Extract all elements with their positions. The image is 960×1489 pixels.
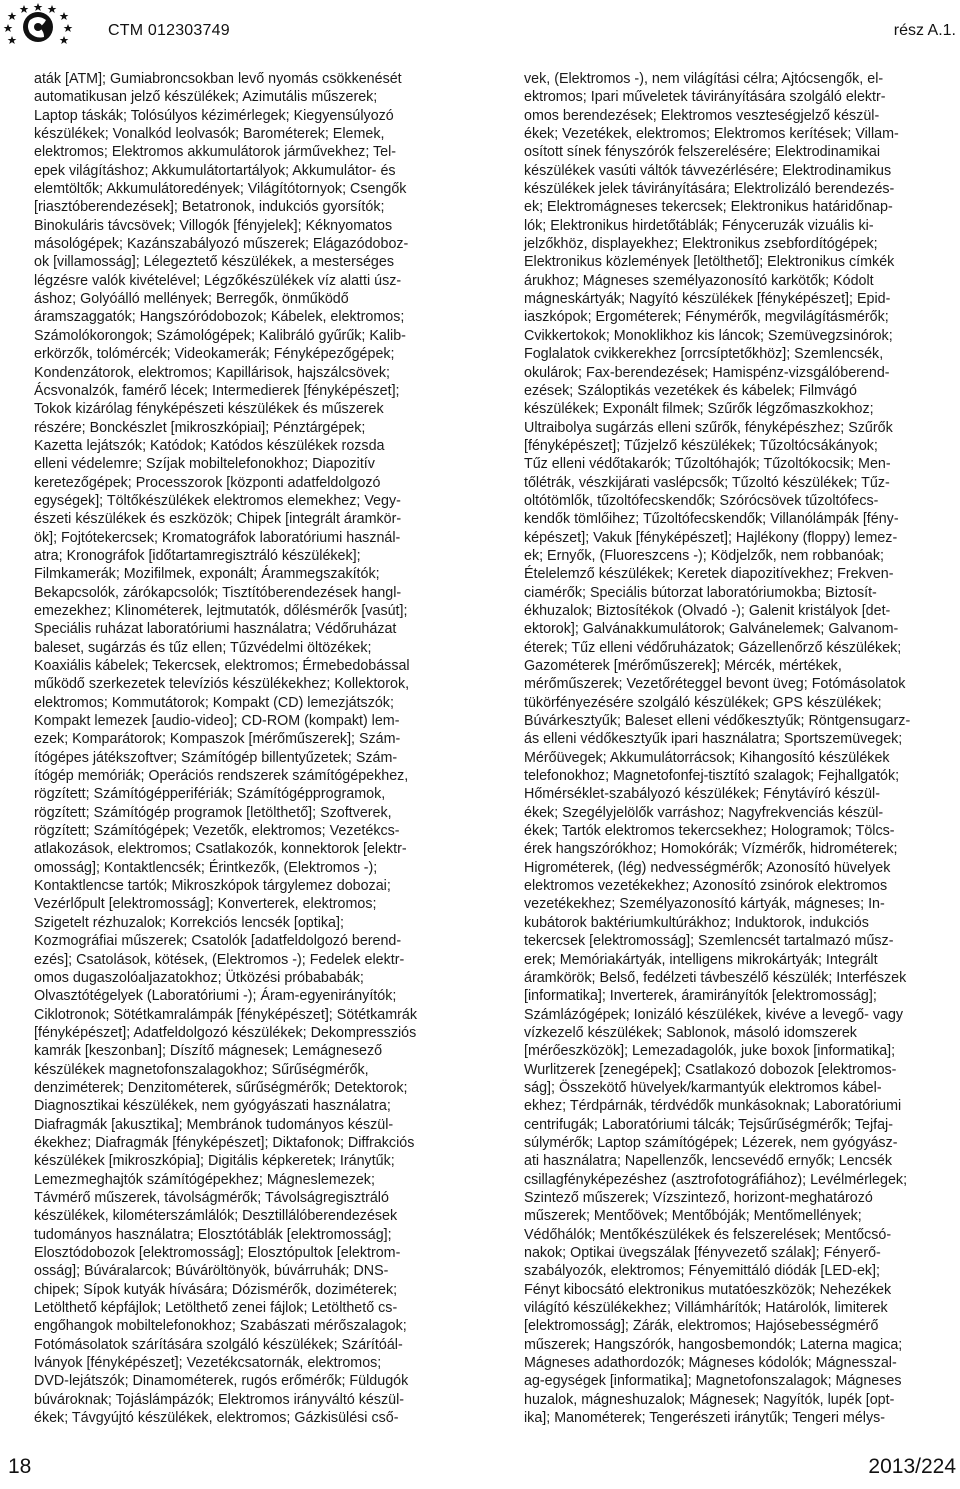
text-line: ek; Ernyők, (Fluoreszcens -); Ködjelzők, nem robbanóak; [524,547,884,564]
text-line: okulárok; Fax-berendezések; Hamispénz-vizsgálóberend- [524,364,890,381]
text-line: [fényképészet]; Adatfeldolgozó készülékek; Dekompressziós [34,1024,417,1041]
text-line: Letölthető képfájlok; Letölthető zenei fájlok; Letölthető cs- [34,1300,398,1317]
text-line: Hőmérséklet-szabályozó készülékek; Fénytávíró készül- [524,786,880,803]
text-line: ékhuzalok; Biztosítékok (Olvadó -); Galenit kristályok [det- [524,602,891,619]
text-line: [elektromosság]; Zárák, elektromos; Hajósebességmérő [524,1318,879,1335]
text-line: készülékek; Exponált filmek; Szűrők légzőmaszkokhoz; [524,401,874,418]
text-line: omos dugaszolóaljazatokhoz; Ütközési próbababák; [34,969,364,986]
text-line: Laptop táskák; Tolósúlyos kézimérlegek; Kiegyensúlyozó [34,107,394,124]
text-line: ékek; Szegélyjelölők varráshoz; Nagyfrekvenciás készül- [524,804,884,821]
text-line: Számlázógépek; Ionizáló készülékek, kivéve a levegő- vagy [524,1006,904,1023]
text-line: kamrák [keszonban]; Díszítő mágnesek; Lemágnesező [34,1043,383,1060]
text-line: [riasztóberendezések]; Betatronok, indukciós gyorsítók; [34,199,385,216]
text-line: ektorok]; Galvánakkumulátorok; Galvánelemek; Galvanom- [524,621,899,638]
text-line: vezetékekhez; Személyazonosító kártyák, mágneses; In- [524,896,885,913]
text-line: jelzőkhöz, displayekhez; Elektronikus zsebfordítógépek; [524,236,878,253]
text-line: egységek]; Töltőkészülékek elektromos elemekhez; Vegy- [34,492,401,509]
text-line: Diafragmák [akusztika]; Membránok tudományos készül- [34,1116,394,1133]
text-line: áramszaggatók; Hangszóródobozok; Kábelek, elektromos; [34,309,405,326]
text-line: iaszkópok; Ergométerek; Fénymérők, megvilágításmérők; [524,309,889,326]
text-line: részére; Bonckészlet [mikroszkópiai]; Pénztárgépek; [34,419,366,436]
text-line: Higrométerek, (lég) nedvességmérők; Azonosító hüvelyek [524,859,891,876]
text-line: atra; Kronográfok [időtartamregisztráló készülékek]; [34,547,361,564]
text-line: Ételelemző készülékek; Keretek diapozitívekhez; Frekven- [524,566,894,583]
text-line: engőhangok mobiltelefonokhoz; Szabászati mérőszalagok; [34,1318,407,1335]
text-line: telefonokhoz; Magnetofonfej-tisztító szalagok; Fejhallgatók; [524,768,900,785]
text-line: észeti készülékek és eszközök; Chipek [integrált áramkör- [34,511,402,528]
text-line: Wurlitzerek [zenegépek]; Csatlakozó dobozok [elektromos- [524,1061,897,1078]
text-line: tükörfényezésére szolgáló készülékek; GPS készülékek; [524,694,882,711]
text-line: légzésre valók kivételével; Légzőkészülékek víz alatti úsz- [34,272,402,289]
text-line: Vezérlőpult [elektromosság]; Konverterek, elektromos; [34,896,377,913]
text-line: búvároknak; Tojáslámpázók; Elektromos irányváltó készül- [34,1391,405,1408]
text-line: elemtöltők; Akkumulátoredények; Világítótornyok; Csengők [34,181,407,198]
text-line: csillagfényképezéshez (asztrofotográfiához); Levélmérlegek; [524,1171,908,1188]
text-line: Diagnosztikai készülékek, nem gyógyászati használatra; [34,1098,391,1115]
text-line: Ciklotronok; Sötétkamralámpák [fényképészet]; Sötétkamrák [34,1006,418,1023]
document-id: CTM 012303749 [108,22,230,39]
text-line: áshoz; Golyóálló mellények; Berregők, önműködő [34,291,349,308]
text-line: Búvárkesztyűk; Baleset elleni védőkesztyűk; Röntgensugarz- [524,713,911,730]
text-line: mérőműszerek; Vezetőréteggel bevont üveg; Fotómásolatok [524,676,906,693]
text-line: ika]; Manométerek; Tengerészeti iránytűk; Tengeri mélys- [524,1410,886,1427]
text-line: Foglalatok cvikkerekhez [orrcsíptetőkhöz]; Szemlencsék, [524,346,884,363]
text-line: műszerek; Mentőövek; Mentőbóják; Mentőmellények; [524,1208,862,1225]
text-line: ektromos; Ipari műveletek távirányítására szolgáló elektr- [524,89,886,106]
text-line: keretezőgépek; Processzorok [központi adatfeldolgozó [34,474,381,491]
text-line: ek; Elektromágneses tekercsek; Elektronikus határidőnap- [524,199,893,216]
text-line: baleset, sugárzás és tűz ellen; Tűzvédelmi öltözékek; [34,639,372,656]
text-line: Elosztódobozok [elektromosság]; Elosztópultok [elektrom- [34,1245,401,1261]
text-line: emezekhez; Klinométerek, lejtmutatók, dőlésmérők [vasút]; [34,602,408,619]
text-line: másológépek; Kazánszabályozó műszerek; Elágazódoboz- [34,236,409,253]
text-line: Olvasztótégelyek (Laboratóriumi -); Áram-egyenirányítók; [34,988,397,1005]
text-line: tudományos használatra; Elosztótáblák [elektromosság]; [34,1226,392,1243]
text-line: elektromos; Kommutátorok; Kompakt (CD) lemezjátszók; [34,694,394,711]
text-line: érek hangszórókhoz; Homokórák; Vízmérők, hidrométerek; [524,841,898,858]
text-line: műszerek; Hangszórók, hangosbemondók; Laterna magica; [524,1336,903,1353]
text-line: Kazetta lejátszók; Katódok; Katódos készülékek rozsda [34,437,385,454]
text-line: lók; Elektronikus hirdetőtáblák; Fényceruzák vizuális ki- [524,217,874,234]
text-line: áramkörök; Belső, fedélzeti távbeszélő készülék; Interfészek [524,969,907,986]
issue-number: 2013/224 [868,1455,956,1478]
text-line: rögzített; Számítógépek; Vezetők, elektromos; Vezetékcs- [34,823,400,840]
text-line: Speciális ruházat laboratóriumi használatra; Védőruházat [34,621,397,638]
text-line: omosság]; Kontaktlencsék; Érintkezők, (Elektromos -); [34,859,378,876]
text-line: Kozmográfiai műszerek; Csatolók [adatfeldolgozó berend- [34,933,402,950]
text-line: ékekhez; Diafragmák [fényképészet]; Diktafonok; Diffrakciós [34,1134,415,1151]
text-line: Bekapcsolók, zárókapcsolók; Tisztítóberendezések hangl- [34,584,402,601]
text-line: Elektronikus közlemények [letölthető]; Elektronikus címkék [524,254,895,271]
text-line: epek világításhoz; Akkumulátortartályok; Akkumulátor- és [34,162,396,179]
text-line: vek, (Elektromos -), nem világítási célra; Ajtócsengők, el- [524,71,884,87]
text-line: készülékek, kilométerszámlálók; Desztillálóberendezések [34,1208,398,1225]
text-line: ság]; Összekötő hüvelyek/karmantyúk elektromos kábel- [524,1079,882,1096]
text-line: világító készülékekhez; Villámhárítók; Határolók, limiterek [524,1300,888,1317]
ohim-logo-icon [2,2,98,50]
text-line: Kontaktlencse tartók; Mikroszkópok tárgylemez dobozai; [34,878,391,895]
text-line: készülékek jelek távirányítására; Elektrolizáló berendezés- [524,181,895,198]
text-line: ékek; Vezetékek, elektromos; Elektromos kerítések; Villam- [524,126,899,143]
text-line: huzalok, mágneshuzalok; Mágnesek; Nagyítók, lupék [opt- [524,1391,895,1408]
text-line: denziméterek; Denzitométerek, sűrűségmérők; Detektorok; [34,1079,408,1096]
text-line: centrifugák; Laboratóriumi tálcák; Tejsűrűségmérők; Tejfaj- [524,1116,893,1133]
text-line: tekercsek [elektromosság]; Szemlencsét tartalmazó műsz- [524,933,894,950]
text-line: Tűz elleni védőtakarók; Tűzoltóhajók; Tűzoltókocsik; Men- [524,456,891,473]
text-line: ag-egységek [informatika]; Magnetofonszalagok; Mágneses [524,1373,902,1390]
text-line: ekhez; Térdpárnák, térdvédők munkásoknak; Laboratóriumi [524,1098,902,1115]
text-line: elektromos vezetékekhez; Azonosító zsinórok elektromos [524,878,888,895]
text-line: Cvikkertokok; Monoklikhoz kis láncok; Szemüvegzsinórok; [524,327,893,344]
text-line: ezek; Komparátorok; Kompaszok [mérőműszerek]; Szám- [34,731,401,748]
text-line: erkörzők, tolómércék; Videokamerák; Fényképezőgépek; [34,346,395,363]
text-line: [informatika]; Inverterek, áramirányítók [elektromosság]; [524,988,877,1005]
text-line: erek; Memóriakártyák, intelligens mikrokártyák; Integrált [524,951,878,968]
text-line: árukhoz; Mágneses személyazonosító karkötők; Kódolt [524,272,874,289]
text-line: ékek; Tartók elektromos tekercsekhez; Hologramok; Tölcs- [524,823,895,840]
text-line: készülékek vasúti váltók távvezérlésére; Elektrodinamikus [524,162,892,179]
text-line: Binokuláris távcsövek; Villogók [fényjelek]; Kéknyomatos [34,217,393,234]
text-line: omos berendezések; Elektromos veszteségjelző készül- [524,107,880,124]
text-line: kendők tömlőihez; Tűzoltófecskendők; Villanólámpák [fény- [524,511,899,528]
text-line: lványok [fényképészet]; Vezetékcsatornák, elektromos; [34,1355,382,1372]
text-line: működő szerkezetek televíziós készülékekhez; Kollektorok, [34,676,410,693]
text-line: Mágneses adathordozók; Mágneses kódolók; Mágnesszal- [524,1355,897,1372]
text-line: oltótömlők, tűzoltófecskendők; Szórócsövek tűzoltófecs- [524,492,879,509]
text-line: Mérőüvegek; Akkumulátorrácsok; Kihangosító készülékek [524,749,890,766]
part-label: rész A.1. [893,22,956,39]
text-line: éterek; Tűz elleni védőruházatok; Gázellenőrző készülékek; [524,639,902,656]
text-line: Ultraibolya sugárzás elleni szűrők, fényképészhez; Szűrők [524,419,893,436]
text-line: Szintező műszerek; Vízszintező, horizont-meghatározó [524,1189,873,1206]
text-line: elleni védelemre; Szíjak mobiltelefonokhoz; Diapozitív [34,456,375,473]
text-line: Kondenzátorok, elektromos; Kapillárisok, hajszálcsövek; [34,364,391,381]
text-line: szabályozók, elektromos; Fényemittáló diódák [LED-ek]; [524,1263,880,1280]
text-line: ök]; Fojtótekercsek; Kromatográfok laboratóriumi használ- [34,529,401,546]
text-line: elektromos; Elektromos akkumulátorok járművekhez; Tel- [34,144,397,161]
text-line: Fényt kibocsátó elektronikus mutatóeszközök; Nehezékek [524,1281,892,1298]
text-line: ítógép memóriák; Operációs rendszerek számítógépekhez, [34,768,409,785]
text-line: Ácsvonalzók, famérő lécek; Intermedierek [fényképészet]; [34,382,400,399]
text-line: súlymérők; Laptop számítógépek; Lézerek, nem gyógyász- [524,1134,898,1151]
text-line: ciamérők; Speciális bútorzat laboratóriumokba; Biztosít- [524,584,877,601]
text-line: Koaxiális kábelek; Tekercsek, elektromos; Érmebedobással [34,658,410,674]
text-line: Tokok kizárólag fényképészeti készülékek és műszerek [34,401,384,418]
text-line: ás elleni védőkesztyűk ipari használatra; Sportszemüvegek; [524,731,903,748]
text-line: Filmkamerák; Mozifilmek, exponált; Árammegszakítók; [34,566,380,583]
text-line: rögzített; Számítógépperifériák; Számítógépprogramok, [34,786,386,803]
page-header [0,0,960,52]
left-text-column [34,70,450,1427]
right-text-column [524,70,916,1427]
text-line: ezés]; Csatolások, kötések, (Elektromos -); Fedelek elektr- [34,951,405,968]
text-line: rögzített; Számítógép programok [letölthető]; Szoftverek, [34,804,392,821]
text-line: Számolókorongok; Számológépek; Kalibráló gyűrűk; Kalib- [34,327,406,344]
text-line: osság]; Búváralarcok; Búváröltönyök, búvárruhák; DNS- [34,1263,389,1280]
text-line: osított sínek fényszórók felszerelésére; Elektrodinamikai [524,144,880,161]
text-line: Védőhálók; Mentőkészülékek és felszerelések; Mentőcsó- [524,1226,892,1243]
page-number: 18 [8,1455,32,1478]
text-line: Fotómásolatok szárítására szolgáló készülékek; Szárítóál- [34,1336,403,1353]
text-line: készülékek [mikroszkópia]; Digitális képkeretek; Iránytűk; [34,1153,395,1170]
text-line: ezések; Száloptikás vezetékek és kábelek; Filmvágó [524,382,857,399]
text-line: készülékek magnetofonszalagokhoz; Sűrűségmérők, [34,1061,369,1078]
text-line: [fényképészet]; Tűzjelző készülékek; Tűzoltócsákányok; [524,437,878,454]
text-line: Szigetelt rézhuzalok; Korrekciós lencsék [optika]; [34,914,344,931]
text-line: Távmérő műszerek, távolságmérők; Távolságregisztráló [34,1189,389,1206]
text-line: Kompakt lemezek [audio-video]; CD-ROM (kompakt) lem- [34,713,400,730]
text-line: Gazométerek [mérőműszerek]; Mércék, mértékek, [524,658,842,674]
text-line: ékek; Távgyújtó készülékek, elektromos; Gázkisülési cső- [34,1410,399,1427]
text-line: automatikusan jelző készülékek; Azimutális műszerek; [34,89,378,106]
text-line: atlakozások, elektromos; Csatlakozók, konnektorok [elektr- [34,841,407,858]
text-line: kubátorok baktériumkultúrákhoz; Induktorok, indukciós [524,914,869,931]
text-line: chipek; Sípok kutyák hívására; Dózismérők, doziméterek; [34,1281,398,1298]
text-line: készülékek; Vonalkód leolvasók; Barométerek; Elemek, [34,126,385,143]
text-line: Lemezmeghajtók számítógépekhez; Mágneslemezek; [34,1171,375,1188]
text-line: nakok; Optikai üvegszálak [fényvezető szálak]; Fényerő- [524,1245,881,1261]
text-line: képészet]; Vakuk [fényképészet]; Hajlékony (floppy) lemez- [524,529,898,546]
text-line: [mérőeszközök]; Lemezadagolók, juke boxok [informatika]; [524,1043,896,1060]
text-line: tőlétrák, vészkijárati vaslépcsők; Tűzoltó készülékek; Tűz- [524,474,890,491]
text-line: mágneskártyák; Nagyító készülékek [fényképészet]; Epid- [524,291,891,308]
text-line: ok [villamosság]; Lélegeztető készülékek, a mesterséges [34,254,394,271]
text-line: vízkezelő készülékek; Sablonok, másoló idomszerek [524,1024,857,1041]
text-line: DVD-lejátszók; Dinamométerek, rugós erőmérők; Füldugók [34,1373,409,1390]
text-line: aták [ATM]; Gumiabroncsokban levő nyomás csökkenését [34,71,402,87]
text-line: ati használatra; Napellenzők, lencsevédő ernyők; Lencsék [524,1153,892,1170]
text-line: ítógépes játékszoftver; Számítógép billentyűzetek; Szám- [34,749,398,766]
